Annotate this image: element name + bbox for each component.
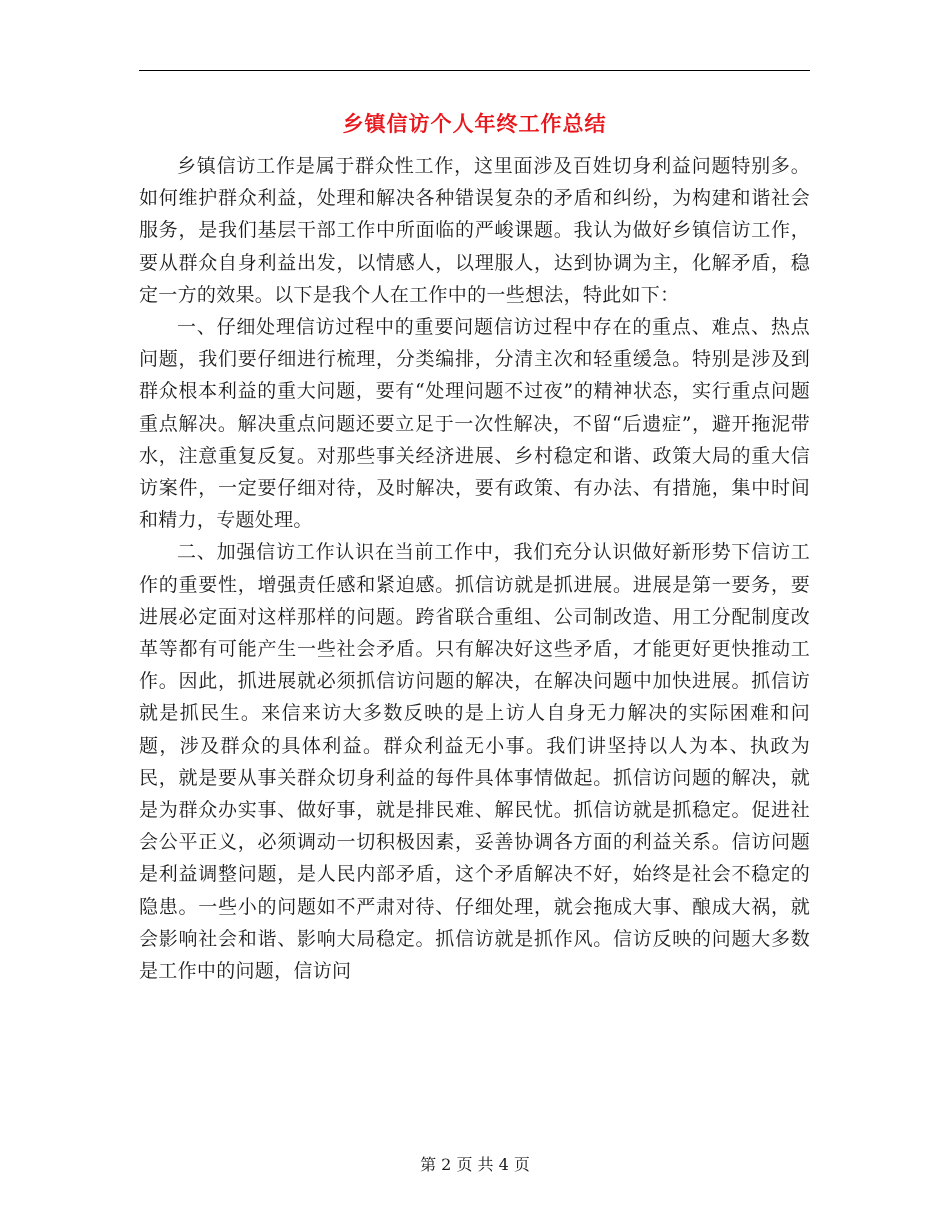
document-title: 乡镇信访个人年终工作总结 xyxy=(342,111,607,136)
paragraph-intro: 乡镇信访工作是属于群众性工作，这里面涉及百姓切身利益问题特别多。如何维护群众利益，处理和解决各种错误复杂的矛盾和纠纷，为构建和谐社会服务，是我们基层干部工作中所面临的严峻课题。我认为做好乡镇信访工作，要从群众自身利益出发，以情感人，以理服人，达到协调为主，化解矛盾，稳定一方的效果。以下是我个人在工作中的一些想法，特此如下： xyxy=(139,155,810,306)
paragraph-section-one: 一、仔细处理信访过程中的重要问题信访过程中存在的重点、难点、热点问题，我们要仔细进行梳理，分类编排，分清主次和轻重缓急。特别是涉及到群众根本利益的重大问题，要有“处理问题不过夜”的精神状态，实行重点问题重点解决。解决重点问题还要立足于一次性解决，不留“后遗症”，避开拖泥带水，注意重复反复。对那些事关经济进展、乡村稳定和谐、政策大局的重大信访案件，一定要仔细对待，及时解决，要有政策、有办法、有措施，集中时间和精力，专题处理。 xyxy=(139,316,810,532)
paragraph-section-two: 二、加强信访工作认识在当前工作中，我们充分认识做好新形势下信访工作的重要性，增强责任感和紧迫感。抓信访就是抓进展。进展是第一要务，要进展必定面对这样那样的问题。跨省联合重组、公司制改造、用工分配制度改革等都有可能产生一些社会矛盾。只有解决好这些矛盾，才能更好更快推动工作。因此，抓进展就必须抓信访问题的解决，在解决问题中加快进展。抓信访就是抓民生。来信来访大多数反映的是上访人自身无力解决的实际困难和问题，涉及群众的具体利益。群众利益无小事。我们讲坚持以人为本、执政为民，就是要从事关群众切身利益的每件具体事情做起。抓信访问题的解决，就是为群众办实事、做好事，就是排民难、解民忧。抓信访就是抓稳定。促进社会公平正义，必须调动一切积极因素，妥善协调各方面的利益关系。信访问题是利益调整问题，是人民内部矛盾，这个矛盾解决不好，始终是社会不稳定的隐患。一些小的问题如不严肃对待、仔细处理，就会拖成大事、酿成大祸，就会影响社会和谐、影响大局稳定。抓信访就是抓作风。信访反映的问题大多数是工作中的问题，信访问 xyxy=(139,541,810,983)
document-body xyxy=(139,150,810,987)
page-number-footer: 第 2 页 共 4 页 xyxy=(420,1155,530,1174)
header-rule xyxy=(139,70,810,71)
